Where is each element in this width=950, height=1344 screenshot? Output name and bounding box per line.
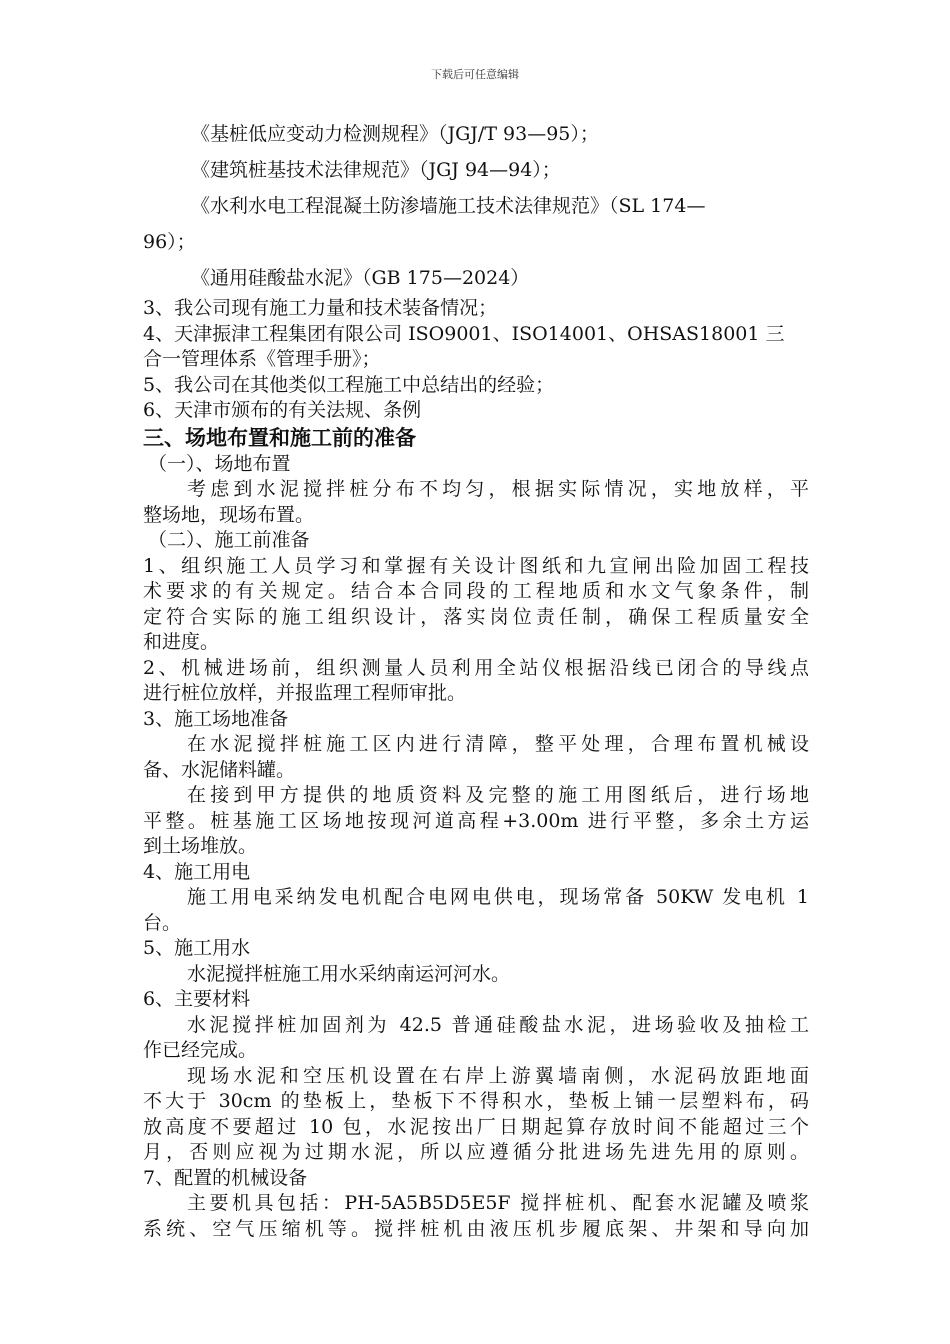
paragraph-line: 1、组织施工人员学习和掌握有关设计图纸和九宣闸出险加固工程技: [143, 554, 809, 577]
subsection-title: （二）、施工前准备: [148, 529, 310, 551]
paragraph-line: 术要求的有关规定。结合本合同段的工程地质和水文气象条件，制: [143, 580, 809, 602]
paragraph-line: 月，否则应视为过期水泥，所以应遵循分批进场先进先用的原则。: [143, 1141, 809, 1163]
paragraph-line: 到土场堆放。: [143, 835, 258, 857]
paragraph-line: 考虑到水泥搅拌桩分布不均匀，根据实际情况，实地放样，平: [187, 478, 809, 500]
basis-line: 合一管理体系《管理手册》；: [143, 348, 381, 370]
paragraph-line: 放高度不要超过 10 包，水泥按出厂日期起算存放时间不能超过三个: [143, 1115, 809, 1138]
reference-line: 《建筑桩基技术法律规范》（JGJ 94—94）；: [191, 159, 561, 181]
paragraph-line: 整场地，现场布置。: [143, 503, 315, 526]
paragraph-line: 进行桩位放样，并报监理工程师审批。: [143, 682, 467, 704]
paragraph-line: 和进度。: [143, 631, 220, 653]
paragraph-line: 水泥搅拌桩施工用水采纳南运河河水。: [187, 962, 511, 985]
reference-line: 《通用硅酸盐水泥》（GB 175—2024）: [191, 267, 530, 289]
item-title: 6、主要材料: [143, 988, 251, 1010]
basis-line: 6、天津市颁布的有关法规、条例: [143, 399, 422, 421]
subsection-title: （一）、场地布置: [148, 452, 291, 475]
basis-line: 4、天津振津工程集团有限公司 ISO9001、ISO14001、OHSAS18001 三: [143, 322, 785, 345]
reference-line: 《水利水电工程混凝土防渗墙施工技术法律规范》（SL 174—: [191, 195, 706, 217]
document-body: [143, 116, 809, 1242]
paragraph-line: 在接到甲方提供的地质资料及完整的施工用图纸后，进行场地: [187, 784, 809, 806]
page-header: 下载后可任意编辑: [431, 68, 519, 81]
paragraph-line: 主要机具包括：PH-5A5B5D5E5F 搅拌桩机、配套水泥罐及喷浆: [187, 1192, 809, 1214]
reference-line: 《基桩低应变动力检测规程》（JGJ/T 93—95）；: [191, 123, 599, 145]
paragraph-line: 作已经完成。: [143, 1039, 258, 1061]
basis-line: 3、我公司现有施工力量和技术装备情况；: [143, 297, 498, 319]
section-heading: 三、场地布置和施工前的准备: [143, 425, 416, 450]
paragraph-line: 现场水泥和空压机设置在右岸上游翼墙南侧，水泥码放距地面: [187, 1064, 809, 1087]
paragraph-line: 水泥搅拌桩加固剂为 42.5 普通硅酸盐水泥，进场验收及抽检工: [187, 1013, 809, 1036]
item-title: 5、施工用水: [143, 937, 251, 959]
item-title: 3、施工场地准备: [143, 707, 289, 730]
reference-line: 96）；: [143, 231, 196, 253]
paragraph-line: 2、机械进场前，组织测量人员利用全站仪根据沿线已闭合的导线点: [143, 656, 809, 679]
paragraph-line: 定符合实际的施工组织设计，落实岗位责任制，确保工程质量安全: [143, 605, 809, 628]
paragraph-line: 备、水泥储料罐。: [143, 758, 296, 781]
paragraph-line: 不大于 30cm 的垫板上，垫板下不得积水，垫板上铺一层塑料布，码: [143, 1090, 809, 1112]
basis-line: 5、我公司在其他类似工程施工中总结出的经验；: [143, 373, 555, 396]
item-title: 4、施工用电: [143, 860, 251, 883]
paragraph-line: 系统、空气压缩机等。搅拌桩机由液压机步履底架、井架和导向加: [143, 1217, 809, 1240]
paragraph-line: 平整。桩基施工区场地按现河道高程+3.00m 进行平整，多余土方运: [143, 809, 809, 832]
paragraph-line: 台。: [143, 911, 182, 934]
paragraph-line: 施工用电采纳发电机配合电网电供电，现场常备 50KW 发电机 1: [187, 886, 809, 908]
item-title: 7、配置的机械设备: [143, 1166, 308, 1189]
paragraph-line: 在水泥搅拌桩施工区内进行清障，整平处理，合理布置机械设: [187, 733, 809, 755]
